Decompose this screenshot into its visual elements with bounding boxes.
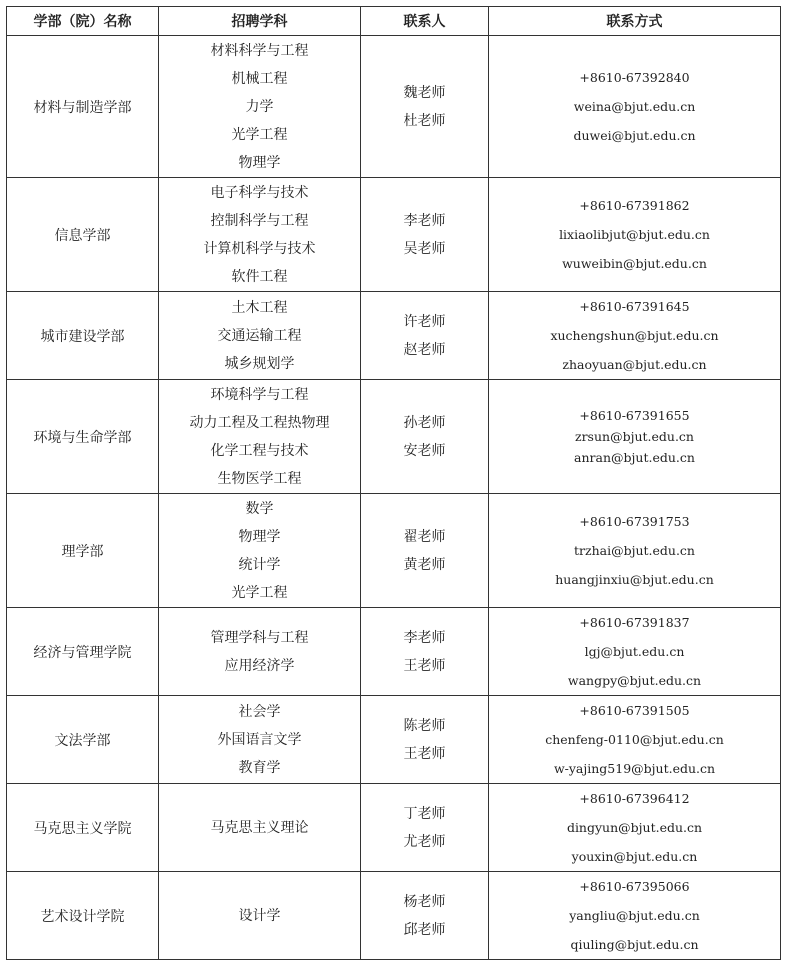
contact-person: 李老师 [403,212,446,229]
contacts-cell [361,784,489,872]
email-address: qiuling@bjut.edu.cn [570,937,699,952]
subject-item: 机械工程 [231,70,288,87]
header-department: 学部（院）名称 [7,7,159,36]
phone-number: +8610-67396412 [579,791,690,806]
contact-person: 杨老师 [403,893,446,910]
subjects-cell [159,36,361,178]
subject-item: 数学 [245,500,274,517]
table-row [7,784,781,872]
subject-item: 动力工程及工程热物理 [189,414,330,431]
contact-person: 陈老师 [403,717,446,734]
email-address: xuchengshun@bjut.edu.cn [550,328,719,343]
header-contact-person: 联系人 [361,7,489,36]
subject-item: 设计学 [238,907,281,924]
contact-person: 王老师 [403,745,446,762]
email-address: zhaoyuan@bjut.edu.cn [562,357,707,372]
table-row [7,608,781,696]
table-row [7,872,781,960]
contacts-cell [361,494,489,608]
contact-person: 吴老师 [403,240,446,257]
department-cell: 材料与制造学部 [7,36,159,178]
contacts-cell [361,608,489,696]
subject-item: 物理学 [238,154,281,171]
table-row [7,292,781,380]
phone-number: +8610-67392840 [579,70,690,85]
email-address: dingyun@bjut.edu.cn [566,820,703,835]
email-address: duwei@bjut.edu.cn [573,128,696,143]
table-row [7,696,781,784]
contacts-cell [361,36,489,178]
contact-info-cell [489,380,781,494]
contact-info-cell [489,696,781,784]
contact-info-cell [489,608,781,696]
subject-item: 软件工程 [231,268,288,285]
contact-person: 尤老师 [403,833,446,850]
email-address: weina@bjut.edu.cn [573,99,696,114]
subject-item: 材料科学与工程 [210,42,309,59]
phone-number: +8610-67391505 [579,703,690,718]
email-address: yangliu@bjut.edu.cn [569,908,700,923]
subject-item: 马克思主义理论 [210,819,309,836]
contact-person: 邱老师 [403,921,446,938]
subject-item: 环境科学与工程 [210,386,309,403]
subject-item: 光学工程 [231,584,288,601]
header-row [7,7,781,36]
email-address: lixiaolibjut@bjut.edu.cn [559,227,710,242]
email-address: huangjinxiu@bjut.edu.cn [555,572,714,587]
subject-item: 电子科学与技术 [210,184,309,201]
contact-person: 黄老师 [403,556,446,573]
subject-item: 化学工程与技术 [210,442,309,459]
table-row [7,178,781,292]
contacts-cell [361,178,489,292]
subjects-cell [159,178,361,292]
contact-info-cell [489,36,781,178]
contacts-cell [361,380,489,494]
contact-info-cell [489,784,781,872]
email-address: trzhai@bjut.edu.cn [574,543,695,558]
contacts-cell [361,292,489,380]
subject-item: 教育学 [238,759,281,776]
subjects-cell [159,696,361,784]
subjects-cell [159,608,361,696]
email-address: wangpy@bjut.edu.cn [567,673,702,688]
department-cell: 经济与管理学院 [7,608,159,696]
department-cell: 信息学部 [7,178,159,292]
contact-person: 李老师 [403,629,446,646]
subject-item: 应用经济学 [224,657,295,674]
email-address: wuweibin@bjut.edu.cn [562,256,707,271]
phone-number: +8610-67391753 [579,514,690,529]
subject-item: 光学工程 [231,126,288,143]
email-address: lgj@bjut.edu.cn [584,644,685,659]
email-address: chenfeng-0110@bjut.edu.cn [545,732,724,747]
department-cell: 马克思主义学院 [7,784,159,872]
contact-person: 许老师 [403,313,446,330]
contacts-cell [361,696,489,784]
email-address: w-yajing519@bjut.edu.cn [553,761,716,776]
subjects-cell [159,784,361,872]
contact-person: 王老师 [403,657,446,674]
department-cell: 艺术设计学院 [7,872,159,960]
phone-number: +8610-67391837 [579,615,690,630]
contact-info-cell [489,494,781,608]
contact-person: 安老师 [403,442,446,459]
subject-item: 管理学科与工程 [210,629,309,646]
department-cell: 环境与生命学部 [7,380,159,494]
contact-person: 孙老师 [403,414,446,431]
subject-item: 生物医学工程 [217,470,302,487]
table-row [7,380,781,494]
email-address: anran@bjut.edu.cn [574,450,695,465]
department-cell: 文法学部 [7,696,159,784]
subjects-cell [159,494,361,608]
subject-item: 力学 [245,98,274,115]
department-cell: 城市建设学部 [7,292,159,380]
table-row [7,494,781,608]
phone-number: +8610-67391655 [579,408,690,423]
subject-item: 土木工程 [231,299,288,316]
subject-item: 社会学 [238,703,281,720]
contact-info-cell [489,178,781,292]
table-row [7,36,781,178]
contact-person: 魏老师 [403,84,446,101]
email-address: youxin@bjut.edu.cn [571,849,698,864]
header-contact-info: 联系方式 [489,7,781,36]
subject-item: 城乡规划学 [224,355,295,372]
phone-number: +8610-67391862 [579,198,690,213]
department-cell: 理学部 [7,494,159,608]
phone-number: +8610-67395066 [579,879,690,894]
subject-item: 外国语言文学 [217,731,302,748]
recruitment-table [6,6,781,960]
subject-item: 物理学 [238,528,281,545]
contact-info-cell [489,872,781,960]
email-address: zrsun@bjut.edu.cn [575,429,694,444]
contacts-cell [361,872,489,960]
contact-person: 翟老师 [403,528,446,545]
contact-info-cell [489,292,781,380]
subjects-cell [159,292,361,380]
phone-number: +8610-67391645 [579,299,690,314]
contact-person: 丁老师 [403,805,446,822]
subjects-cell [159,380,361,494]
contact-person: 赵老师 [403,341,446,358]
subject-item: 控制科学与工程 [210,212,309,229]
subject-item: 统计学 [238,556,281,573]
header-subjects: 招聘学科 [159,7,361,36]
contact-person: 杜老师 [403,112,446,129]
subject-item: 计算机科学与技术 [203,240,316,257]
subjects-cell [159,872,361,960]
subject-item: 交通运输工程 [217,327,302,344]
